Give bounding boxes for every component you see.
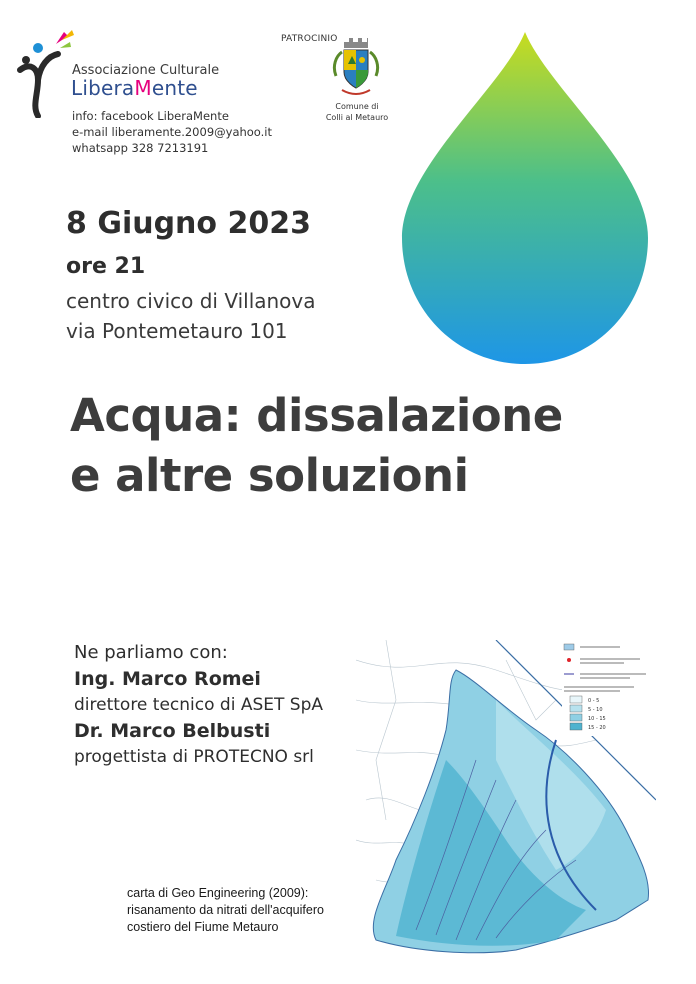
brand-name <box>71 77 198 99</box>
event-title-line-2: e altre soluzioni <box>70 449 469 502</box>
legend-item: 5 - 10 <box>588 707 603 713</box>
contact-facebook: info: facebook LiberaMente <box>72 109 229 123</box>
event-place-line-2: via Pontemetauro 101 <box>66 319 288 343</box>
brand-prefix: Libera <box>71 76 135 100</box>
event-title <box>70 386 563 506</box>
speaker-name: Dr. Marco Belbusti <box>74 720 271 742</box>
event-title-line-1: Acqua: dissalazione <box>70 389 563 442</box>
event-place-line-1: centro civico di Villanova <box>66 289 316 313</box>
speaker-name: Ing. Marco Romei <box>74 668 261 690</box>
map-caption-line-3: costiero del Fiume Metauro <box>127 920 279 934</box>
map-legend <box>562 640 656 736</box>
brand-suffix: ente <box>151 76 198 100</box>
speakers-block <box>74 640 323 770</box>
association-label: Associazione Culturale <box>72 63 220 78</box>
map-caption-line-2: risanamento da nitrati dell'acquifero <box>127 903 324 917</box>
liberamente-logo-icon <box>16 22 76 118</box>
speaker-role: progettista di PROTECNO srl <box>74 747 314 767</box>
contact-info <box>72 108 272 156</box>
water-drop-icon <box>398 28 652 368</box>
aquifer-map-image <box>356 640 656 958</box>
speakers-intro: Ne parliamo con: <box>74 642 228 663</box>
map-caption-line-1: carta di Geo Engineering (2009): <box>127 886 309 900</box>
comune-line-2: Colli al Metauro <box>325 113 389 122</box>
legend-item: 0 - 5 <box>588 698 600 704</box>
map-caption <box>127 885 324 936</box>
patronage-label: PATROCINIO <box>281 34 338 44</box>
comune-name <box>322 101 392 123</box>
speaker-role: direttore tecnico di ASET SpA <box>74 695 323 715</box>
contact-email: e-mail liberamente.2009@yahoo.it <box>72 125 273 139</box>
legend-item: 15 - 20 <box>588 725 606 731</box>
event-date: 8 Giugno 2023 <box>66 206 311 241</box>
legend-item: 10 - 15 <box>588 716 606 722</box>
comune-line-1: Comune di <box>335 102 379 111</box>
contact-whatsapp: whatsapp 328 7213191 <box>72 141 209 155</box>
event-time: ore 21 <box>66 254 146 279</box>
event-place <box>66 286 316 346</box>
brand-accent: M <box>134 76 152 100</box>
coat-of-arms-icon <box>332 36 380 100</box>
